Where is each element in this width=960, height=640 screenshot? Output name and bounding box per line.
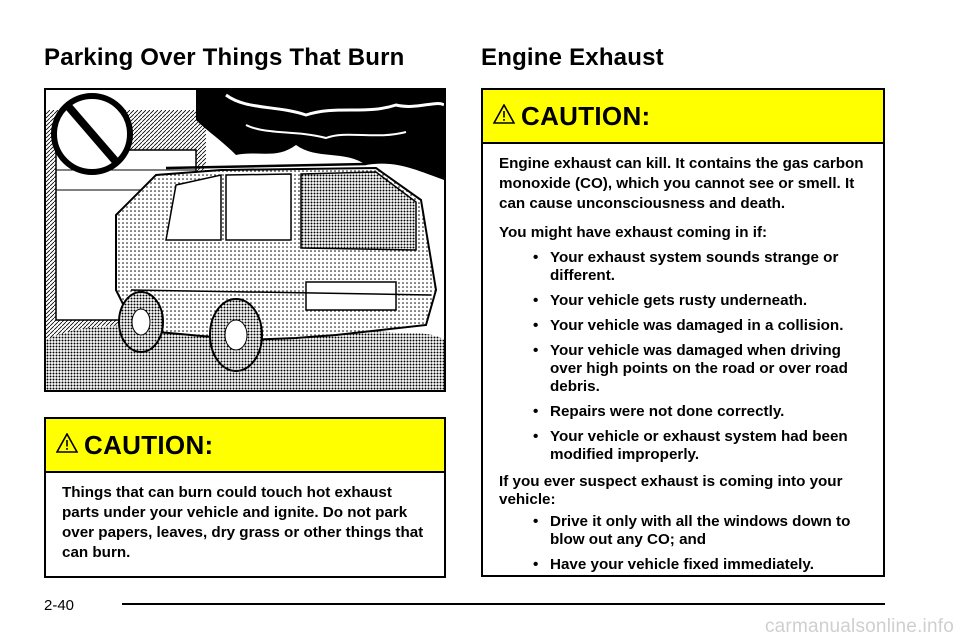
list-item: • Your vehicle gets rusty underneath.: [533, 292, 867, 310]
section-title-parking: Parking Over Things That Burn: [44, 44, 405, 71]
list-lead: If you ever suspect exhaust is coming into your vehicle:: [499, 473, 843, 508]
list-lead: You might have exhaust coming in if:: [499, 224, 768, 241]
caution-header: [46, 419, 444, 473]
list-item: • Your vehicle or exhaust system had been modified improperly.: [533, 428, 867, 464]
caution-text: Things that can burn could touch hot exhaust parts under your vehicle and ignite. Do not park over papers, leaves, dry grass or other things that can burn.: [62, 484, 424, 561]
caution-body: [483, 144, 883, 574]
vehicle-over-leaves-illustration: [44, 88, 446, 392]
caution-intro: Engine exhaust can kill. It contains the gas carbon monoxide (CO), which you cannot see or smell. It can cause unconsciousness and death.: [499, 155, 864, 212]
watermark: carmanualsonline.info: [764, 616, 954, 637]
warning-triangle-icon: [56, 433, 78, 458]
caution-body: [46, 473, 444, 563]
list-item: • Your exhaust system sounds strange or different.: [533, 249, 867, 285]
list-item: • Drive it only with all the windows down to blow out any CO; and: [533, 513, 867, 549]
no-symbol-icon: [54, 96, 130, 172]
caution-box-engine-exhaust: [481, 88, 885, 577]
page-number: 2-40: [44, 597, 75, 614]
list-item: • Repairs were not done correctly.: [533, 403, 867, 421]
section-title-engine-exhaust: Engine Exhaust: [481, 44, 664, 71]
list-item: • Your vehicle was damaged in a collision.: [533, 317, 867, 335]
list-item: • Your vehicle was damaged when driving over high points on the road or over road debris.: [533, 342, 867, 396]
exhaust-signs-list: [499, 249, 867, 464]
caution-label: CAUTION:: [84, 429, 214, 460]
footer-divider: [122, 603, 885, 605]
warning-triangle-icon: [493, 104, 515, 129]
list-item: • Have your vehicle fixed immediately.: [533, 556, 867, 574]
caution-header: [483, 90, 883, 144]
caution-label: CAUTION:: [521, 100, 651, 131]
exhaust-actions-list: [499, 513, 867, 574]
caution-box-parking: [44, 417, 446, 578]
